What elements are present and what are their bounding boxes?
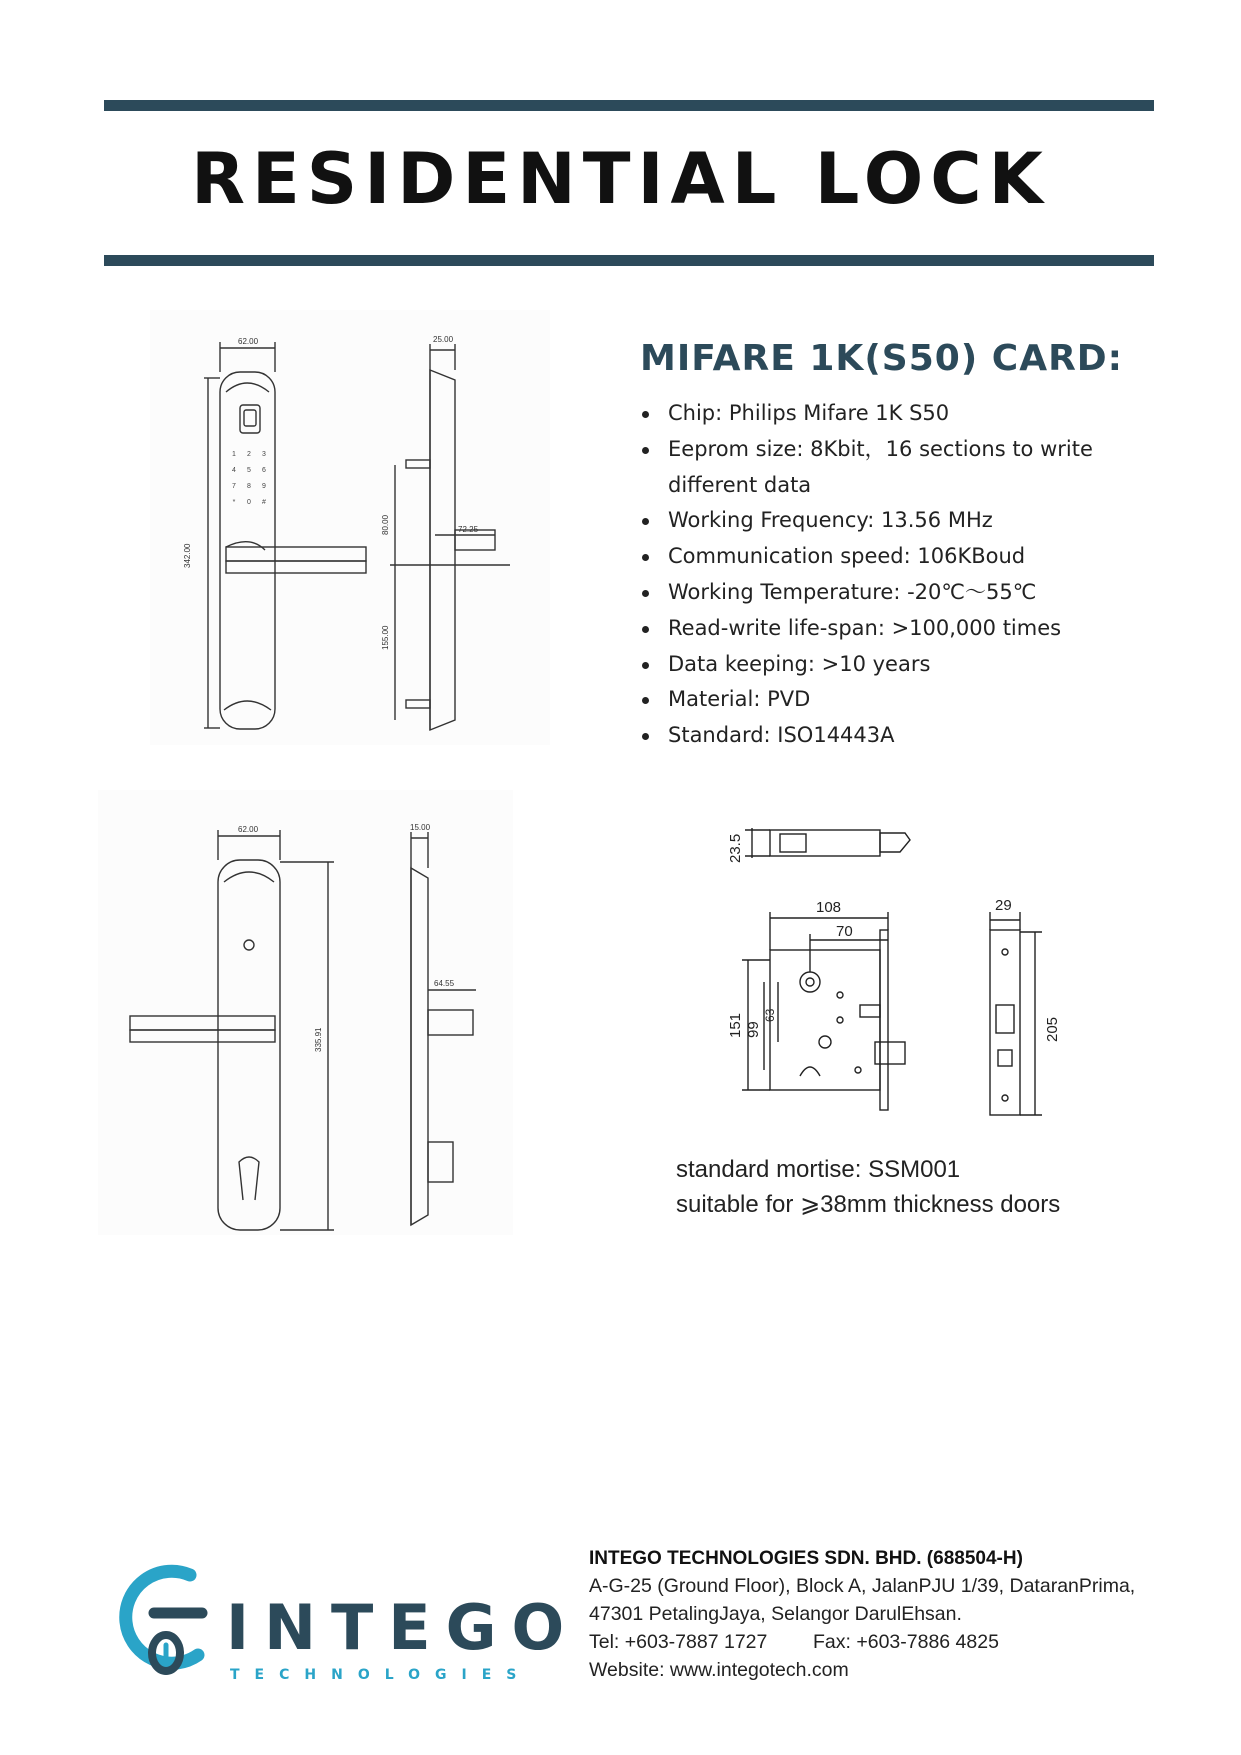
keypad-key: 1 — [232, 451, 236, 458]
intego-logo — [128, 1555, 580, 1685]
keypad-key: 0 — [247, 499, 251, 506]
front-plate — [218, 860, 280, 1230]
spec-heading: MIFARE 1K(S50) CARD: — [640, 338, 1124, 379]
dim-label: 342.00 — [183, 543, 192, 568]
dim-label: 15.00 — [410, 823, 431, 832]
dim-label: 70 — [836, 923, 853, 940]
dim-label: 25.00 — [433, 335, 454, 344]
dim-label: 108 — [816, 899, 842, 916]
top-rule — [104, 100, 1154, 111]
spec-item: Read-write life-span: >100,000 times — [642, 611, 1162, 647]
keypad-key: # — [262, 499, 266, 506]
spec-item: Communication speed: 106KBoud — [642, 539, 1162, 575]
keypad-key: 6 — [262, 467, 266, 474]
spec-list — [642, 396, 1162, 754]
mortise-note-thickness: suitable for ⩾38mm thickness doors — [676, 1191, 1061, 1218]
title-underline-rule — [104, 255, 1154, 266]
logo-mark-icon — [126, 1571, 202, 1671]
keypad-key: 9 — [262, 483, 266, 490]
side-profile — [430, 370, 455, 730]
face-plate-view — [990, 930, 1020, 1115]
keypad-key: 7 — [232, 483, 236, 490]
side-handle — [428, 1010, 473, 1035]
mortise-drawing — [700, 800, 1120, 1145]
footer-company-name: INTEGO TECHNOLOGIES SDN. BHD. (688504-H) — [589, 1548, 1023, 1569]
keypad-key: 5 — [247, 467, 251, 474]
handle-top — [226, 547, 366, 561]
logo-tagline: TECHNOLOGIES — [230, 1667, 532, 1683]
spec-item: Standard: ISO14443A — [642, 718, 1162, 754]
dim-label: 99 — [745, 1021, 762, 1038]
side-profile — [411, 868, 428, 1225]
keypad-key: 2 — [247, 451, 251, 458]
footer-fax: Fax: +603-7886 4825 — [813, 1631, 999, 1653]
footer-tel: Tel: +603-7887 1727 — [589, 1631, 768, 1653]
dim-label: 63 — [763, 1008, 777, 1022]
keypad-key: 8 — [247, 483, 251, 490]
handle-bottom — [130, 1030, 275, 1042]
keypad-key: 4 — [232, 467, 236, 474]
spec-item: Chip: Philips Mifare 1K S50 — [642, 396, 1162, 432]
lock-drawing-fingerprint — [150, 310, 550, 745]
keyhole — [239, 1157, 259, 1200]
dim-label: 335.91 — [314, 1027, 323, 1052]
handle-top — [130, 1016, 275, 1030]
keypad-key: * — [232, 499, 236, 506]
dim-label: 62.00 — [238, 337, 259, 346]
footer-website: Website: www.integotech.com — [589, 1659, 849, 1681]
dim-label: 23.5 — [727, 833, 744, 863]
footer-address-line2: 47301 PetalingJaya, Selangor DarulEhsan. — [589, 1603, 962, 1625]
handle-bottom — [226, 561, 366, 573]
dim-label: 151 — [727, 1012, 744, 1038]
mortise-body — [770, 950, 880, 1090]
side-cylinder — [428, 1142, 453, 1182]
mortise-note-model: standard mortise: SSM001 — [676, 1156, 961, 1183]
spec-item: Working Temperature: -20℃～55℃ — [642, 575, 1162, 611]
lock-drawing-card — [98, 790, 513, 1235]
logo-wordmark: INTEGO — [226, 1591, 580, 1664]
dim-label: 64.55 — [434, 979, 455, 988]
card-sensor — [244, 940, 254, 950]
page-title: RESIDENTIAL LOCK — [191, 138, 1050, 220]
dim-label: 29 — [995, 897, 1012, 914]
face-plate — [880, 930, 888, 1110]
dim-label: 62.00 — [238, 825, 259, 834]
dim-label: 205 — [1044, 1016, 1061, 1042]
dim-label: 80.00 — [381, 514, 390, 535]
spec-item: Data keeping: >10 years — [642, 647, 1162, 683]
spec-item: Working Frequency: 13.56 MHz — [642, 503, 1162, 539]
keypad-key: 3 — [262, 451, 266, 458]
spec-item: Eeprom size: 8Kbit，16 sections to write different data — [642, 432, 1162, 504]
fingerprint-reader — [240, 405, 260, 433]
footer-address-line1: A-G-25 (Ground Floor), Block A, JalanPJU 1/39, DataranPrima, — [589, 1575, 1136, 1597]
dim-label: 155.00 — [381, 625, 390, 650]
spec-item: Material: PVD — [642, 682, 1162, 718]
dim-label: 72.25 — [458, 525, 479, 534]
